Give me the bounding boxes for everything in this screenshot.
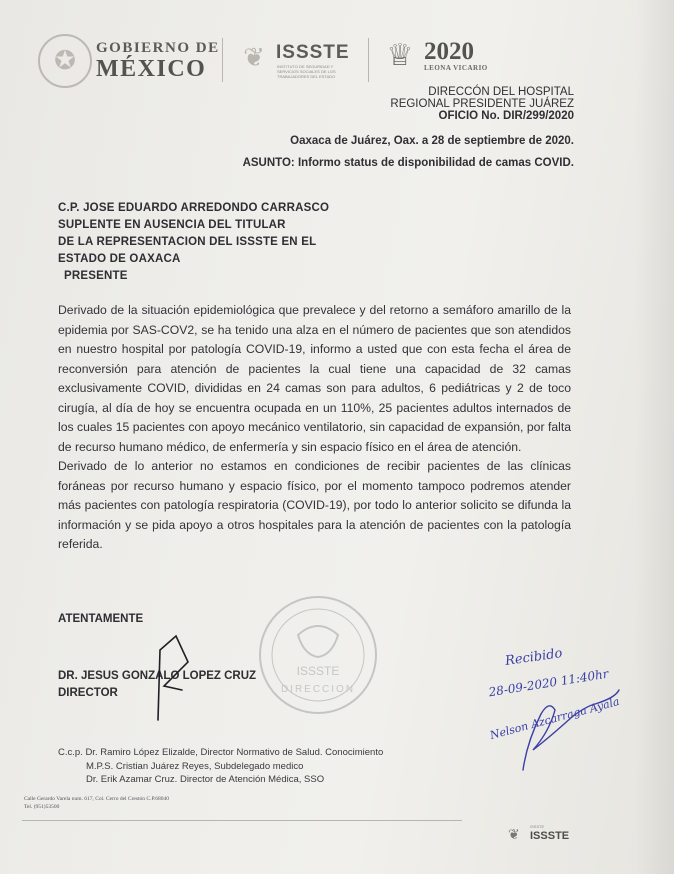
issste-emblem-icon: ❦: [243, 42, 265, 72]
stamp-line2: DIRECCION: [280, 684, 356, 695]
gob-line1: GOBIERNO DE: [96, 40, 220, 56]
closing: ATENTAMENTE: [58, 613, 144, 625]
director-signature: [158, 636, 188, 720]
body-paragraph-2: Derivado de lo anterior no estamos en condiciones de recibir pacientes de las clínicas foráneas por recurso humano y espacio físico, por el momento tampoco podremos atender más pacientes con patología respiratoria (COVID-19), por todo lo anterior solicito se difunda la información y se pida apoyo a otros hospitales para la atención de pacientes con la patología referida.: [58, 459, 571, 551]
recipient-line: C.P. JOSE EDUARDO ARREDONDO CARRASCO: [58, 202, 330, 214]
recipient-line: ESTADO DE OAXACA: [58, 253, 181, 265]
issste-footer-icon: ❦: [508, 826, 520, 842]
gob-line2: MÉXICO: [96, 56, 207, 82]
footer-address-line: Calle Gerardo Varela num. 617, Col. Cerro del Crestón C.P.68040: [24, 796, 170, 802]
recipient-line: PRESENTE: [64, 270, 128, 282]
signatory-name: DR. JESUS GONZALO LOPEZ CRUZ: [58, 670, 257, 682]
year-title: 2020: [424, 38, 474, 65]
letter-subject: ASUNTO: Informo status de disponibilidad de camas COVID.: [242, 157, 574, 169]
recipient-line: SUPLENTE EN AUSENCIA DEL TITULAR: [58, 219, 286, 231]
hospital-line2: REGIONAL PRESIDENTE JUÁREZ: [390, 98, 574, 110]
footer-logo-sub: ISSSTE: [530, 824, 545, 829]
recipient-line: DE LA REPRESENTACION DEL ISSSTE EN EL: [58, 236, 317, 248]
leona-vicario-portrait-icon: ♕: [386, 39, 414, 72]
stamp-line1: ISSSTE: [296, 664, 340, 678]
body-paragraph-1: Derivado de la situación epidemiológica que prevalece y del retorno a semáforo amarillo de la epidemia por SAS-COV2, se ha tenido una alza en el número de pacientes que son atendidos en nuestro hospital por patología COVID-19, informo a usted que con esta fecha el área de reconversión para atención de pacientes la cual tiene una capacidad de 32 camas exclusivamente COVID, divididas en 24 camas son para adultos, 6 pediátricas y 2 de toco cirugía, al día de hoy se encuentra ocupada en un 110%, 25 pacientes adultos internados de los cuales 15 pacientes con apoyo mecánico ventilatorio, sin capacidad de expansión, por falta de recurso humano médico, de enfermería y sin espacio físico en el área de atención.: [58, 303, 571, 454]
received-datetime: 28-09-2020 11:40hr: [487, 666, 610, 700]
ccp-line: C.c.p. Dr. Ramiro López Elizalde, Director Normativo de Salud. Conocimiento: [58, 747, 384, 758]
received-note: Recibido: [504, 646, 564, 669]
ccp-line: M.P.S. Cristian Juárez Reyes, Subdelegado medico: [86, 760, 304, 772]
oficio-number: OFICIO No. DIR/299/2020: [438, 110, 574, 122]
year-subtitle: LEONA VICARIO: [424, 64, 488, 72]
page-shadow: [634, 0, 674, 874]
ccp-line: Dr. Erik Azamar Cruz. Director de Atención Médica, SSO: [86, 774, 325, 785]
footer-logo-name: ISSSTE: [530, 830, 570, 842]
official-stamp: [260, 597, 376, 713]
signatory-title: DIRECTOR: [58, 687, 118, 699]
eagle-seal-icon: ✪: [38, 34, 92, 88]
letter-date: Oaxaca de Juárez, Oax. a 28 de septiembre de 2020.: [290, 135, 574, 147]
received-signature-name: Nelson Azcarraga Ayala: [488, 694, 621, 743]
issste-subtitle: INSTITUTO DE SEGURIDAD Y SERVICIOS SOCIALES DE LOS TRABAJADORES DEL ESTADO: [277, 64, 336, 79]
footer-phone: Tel. (951)53500: [24, 804, 60, 810]
issste-name: ISSSTE: [276, 42, 350, 63]
hospital-line1: DIRECCÓN DEL HOSPITAL: [428, 86, 574, 98]
